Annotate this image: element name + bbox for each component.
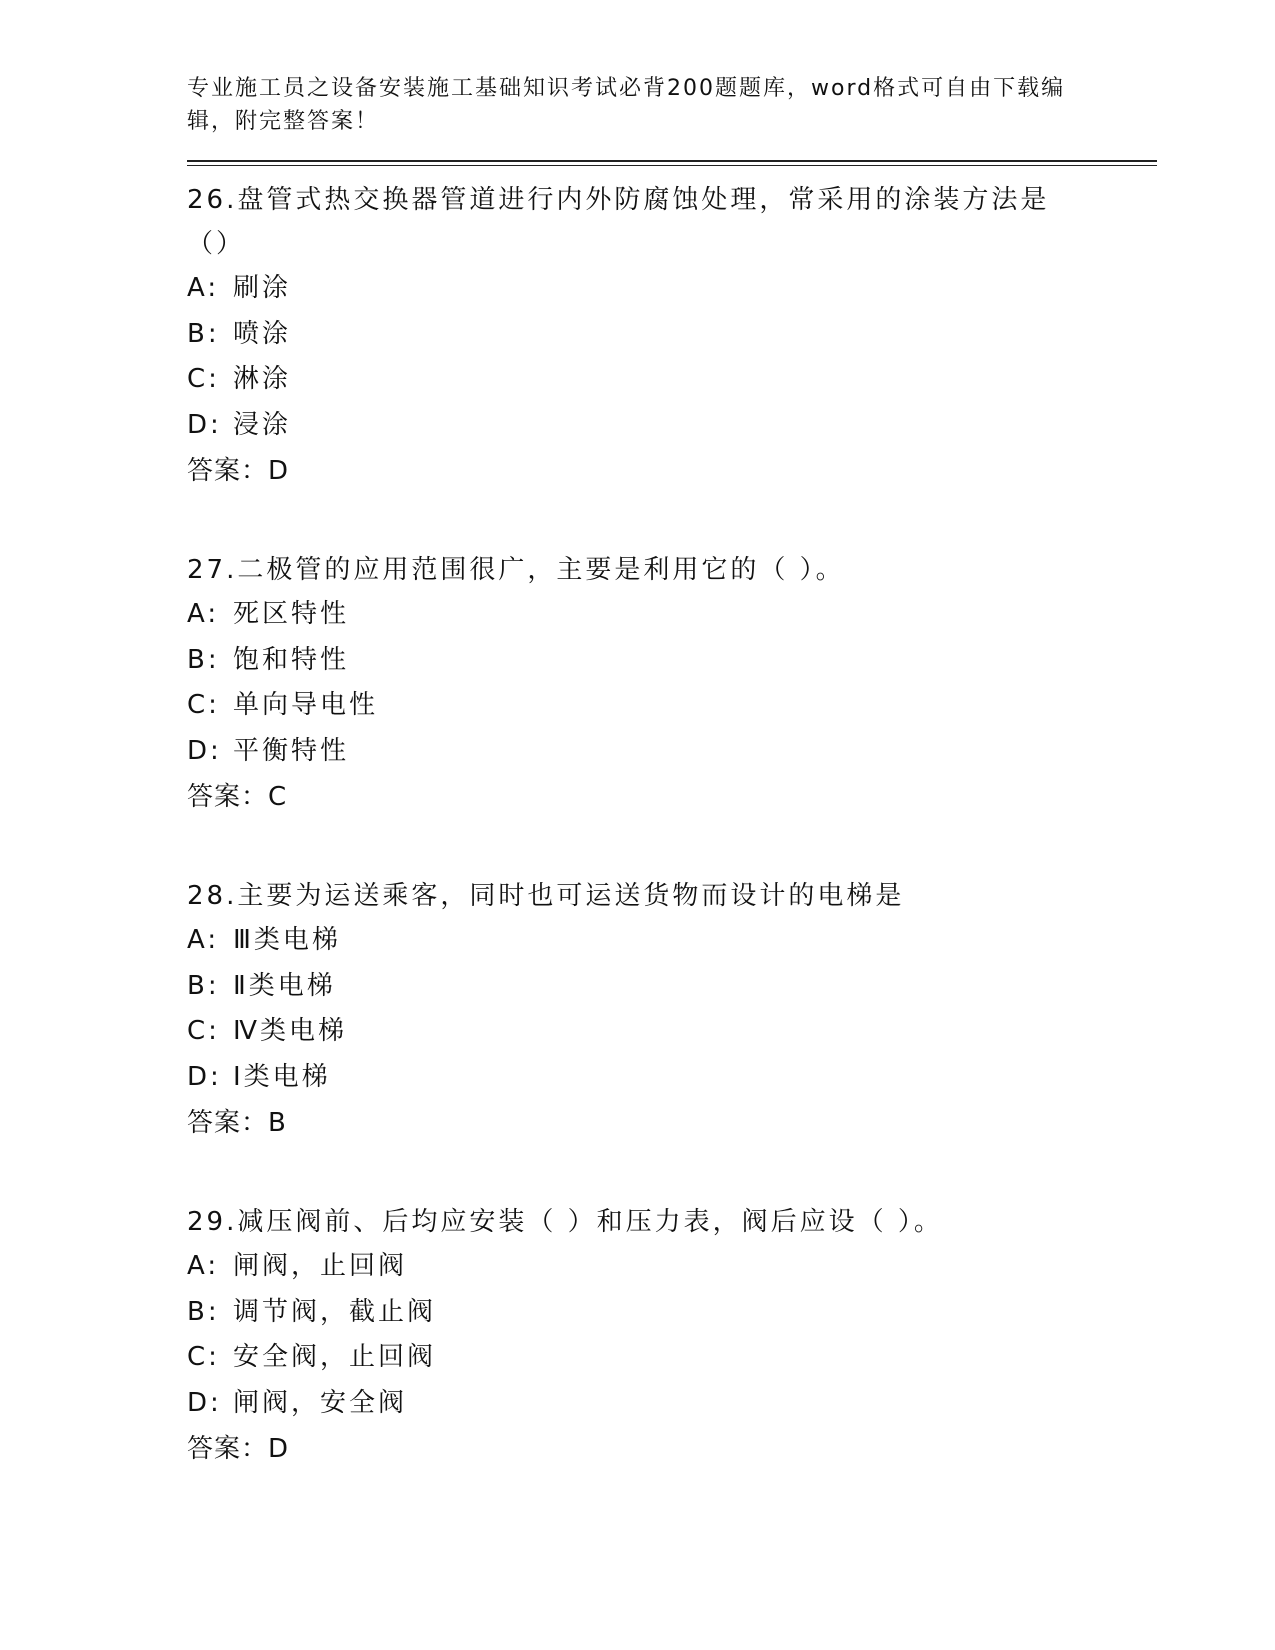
option-a xyxy=(187,266,1157,312)
option-b xyxy=(187,312,1157,358)
option-a xyxy=(187,918,1157,964)
option-text: 浸涂 xyxy=(233,409,292,440)
answer-line: 答案：D xyxy=(187,1434,290,1464)
question-item xyxy=(187,548,1157,820)
option-b xyxy=(187,1290,1157,1336)
option-key: D: xyxy=(187,735,222,766)
option-text: 刷涂 xyxy=(233,273,292,303)
option-text: Ⅲ类电梯 xyxy=(233,925,341,955)
option-key: C: xyxy=(187,690,220,720)
option-key: A: xyxy=(187,925,220,955)
option-text: 死区特性 xyxy=(233,599,350,629)
question-stem: 26.盘管式热交换器管道进行内外防腐蚀处理，常采用的涂装方法是（） xyxy=(187,185,1050,259)
question-stem: 28.主要为运送乘客，同时也可运送货物而设计的电梯是 xyxy=(187,881,905,911)
option-key: B: xyxy=(187,318,220,349)
option-b xyxy=(187,964,1157,1010)
document-header: 专业施工员之设备安装施工基础知识考试必背200题题库，word格式可自由下载编辑，附完整答案！ xyxy=(187,76,1066,134)
option-key: A: xyxy=(187,599,220,629)
option-key: C: xyxy=(187,1342,220,1372)
question-stem: 27.二极管的应用范围很广，主要是利用它的（ ）。 xyxy=(187,555,845,585)
option-c xyxy=(187,683,1157,729)
option-text: 闸阀，安全阀 xyxy=(233,1387,408,1418)
question-item xyxy=(187,1200,1157,1472)
header-divider xyxy=(187,160,1157,166)
option-text: 调节阀，截止阀 xyxy=(233,1296,437,1327)
option-key: D: xyxy=(187,1061,222,1092)
option-text: 饱和特性 xyxy=(233,644,350,675)
document-page xyxy=(187,72,1157,1472)
answer-line: 答案：C xyxy=(187,782,288,812)
option-key: D: xyxy=(187,1387,222,1418)
answer-line: 答案：D xyxy=(187,456,290,486)
option-b xyxy=(187,638,1157,684)
option-c xyxy=(187,1335,1157,1381)
option-key: A: xyxy=(187,273,220,303)
option-text: Ⅱ类电梯 xyxy=(233,970,336,1001)
question-item xyxy=(187,874,1157,1146)
option-text: 安全阀，止回阀 xyxy=(233,1342,437,1372)
option-key: A: xyxy=(187,1251,220,1281)
option-a xyxy=(187,592,1157,638)
option-c xyxy=(187,357,1157,403)
option-text: Ⅰ类电梯 xyxy=(233,1061,331,1092)
option-d xyxy=(187,1055,1157,1101)
option-text: 淋涂 xyxy=(233,364,292,394)
option-a xyxy=(187,1244,1157,1290)
option-text: Ⅳ类电梯 xyxy=(233,1016,347,1046)
question-item xyxy=(187,178,1157,494)
option-text: 单向导电性 xyxy=(233,690,379,720)
option-key: D: xyxy=(187,409,222,440)
option-key: B: xyxy=(187,1296,220,1327)
option-key: C: xyxy=(187,364,220,394)
question-stem: 29.减压阀前、后均应安装（ ）和压力表，阀后应设（ ）。 xyxy=(187,1207,943,1237)
option-c xyxy=(187,1009,1157,1055)
option-text: 闸阀，止回阀 xyxy=(233,1251,408,1281)
option-d xyxy=(187,729,1157,775)
option-key: C: xyxy=(187,1016,220,1046)
option-text: 平衡特性 xyxy=(233,735,350,766)
option-key: B: xyxy=(187,970,220,1001)
option-d xyxy=(187,1381,1157,1427)
option-key: B: xyxy=(187,644,220,675)
option-d xyxy=(187,403,1157,449)
option-text: 喷涂 xyxy=(233,318,292,349)
answer-line: 答案：B xyxy=(187,1108,287,1138)
